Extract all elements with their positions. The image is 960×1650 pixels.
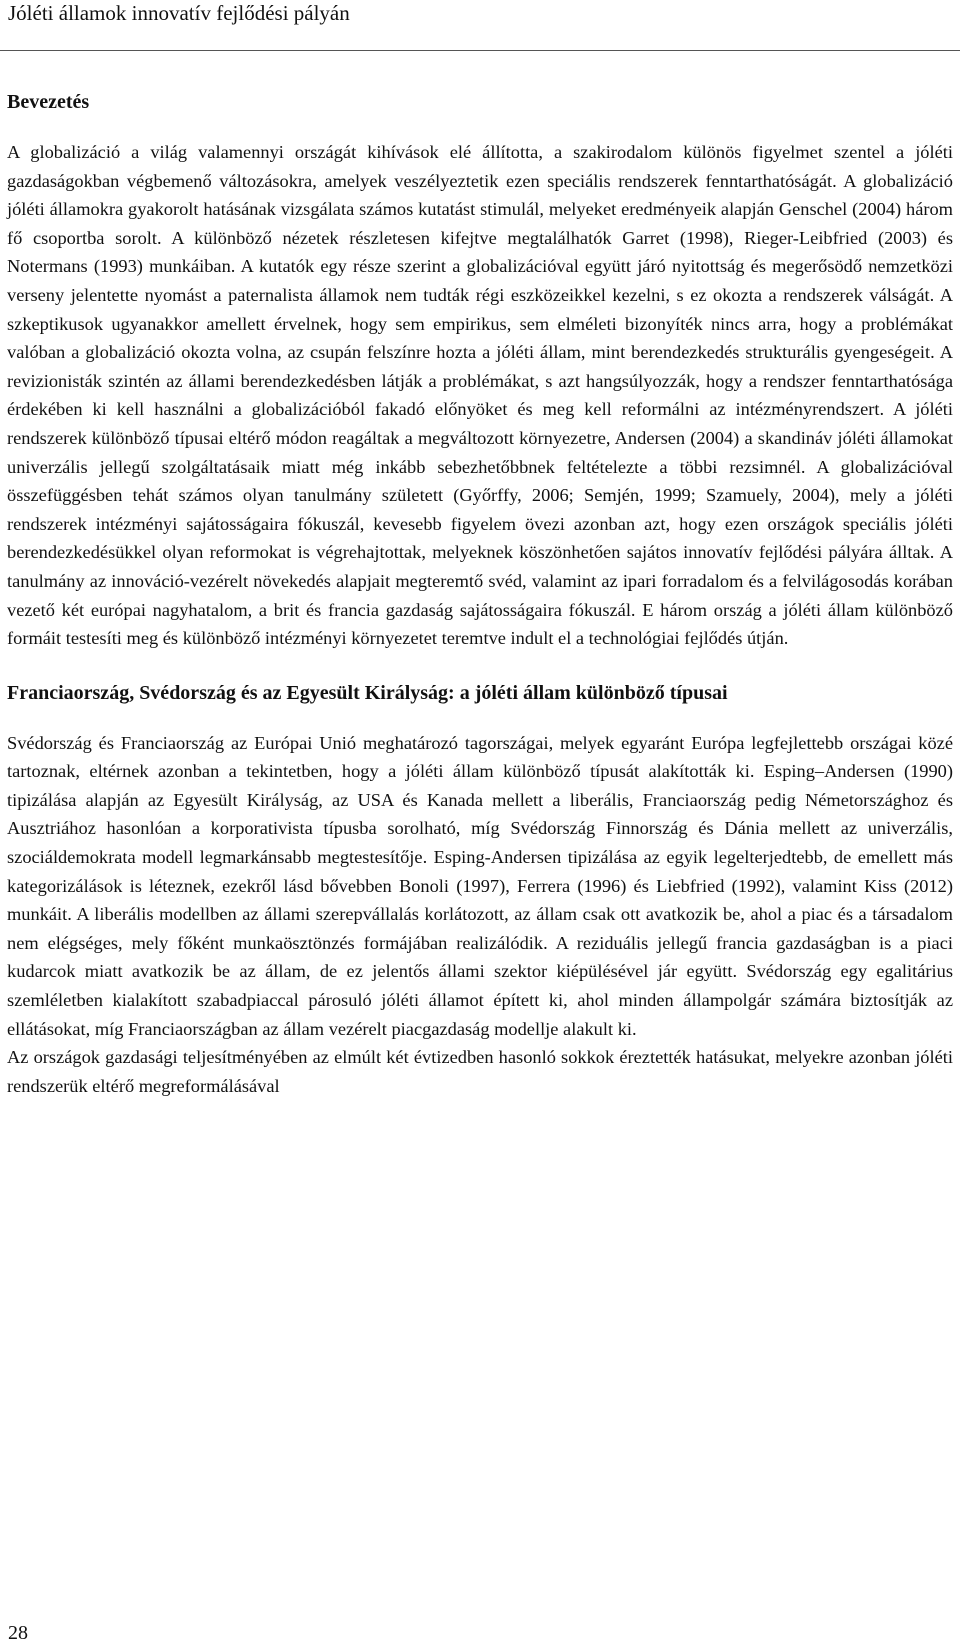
welfare-types-paragraph-1: Svédország és Franciaország az Európai Unió meghatározó tagországai, melyek egyaránt Európa legfejlettebb országai közé tartoznak, eltérnek azonban a tekintetben, hogy a jóléti állam különböző típusát alakították ki. Esping–Andersen (1990) tipizálása alapján az Egyesült Királyság, az USA és Kanada mellett a liberális, Franciaország pedig Németországhoz és Ausztriához hasonlóan a korporativista típusba sorolható, míg Svédország Finnország és Dánia mellett az univerzális, szociáldemokrata modell legmarkánsabb megtestesítője. Esping-Andersen tipizálása az egyik legelterjedtebb, de emellett más kategorizálások is léteznek, ezekről lásd bővebben Bonoli (1997), Ferrera (1996) és Liebfried (1992), valamint Kiss (2012) munkáit. A liberális modellben az állami szerepvállalás korlátozott, az állam csak ott avatkozik be, ahol a piac és a társadalom nem elégséges, mely főként munkaösztönzés formájában realizálódik. A reziduális jellegű francia gazdaságban is a piaci kudarcok miatt avatkozik be az állam, de ez jelentős állami szektor kiépülésével jár együtt. Svédország egy egalitárius szemléletben kialakított szabadpiaccal párosuló jóléti államot épített ki, ahol minden állampolgár számára biztosítják az ellátásokat, míg Franciaországban az állam vezérelt piacgazdaság modellje alakult ki. <box>7 732 953 1039</box>
page-number: 28 <box>8 1622 28 1644</box>
welfare-types-paragraph-2: Az országok gazdasági teljesítményében az elmúlt két évtizedben hasonló sokkok éreztették hatásukat, melyekre azonban jóléti rendszerük eltérő megreformálásával <box>7 1047 953 1096</box>
main-content <box>7 88 953 1100</box>
introduction-paragraph: A globalizáció a világ valamennyi országát kihívások elé állította, a szakirodalom különös figyelmet szentel a jóléti gazdaságokban végbemenő változásokra, amelyek veszélyeztetik ezen speciális rendszerek fenntarthatóságát. A globalizáció jóléti államokra gyakorolt hatásának vizsgálata számos kutatást stimulál, melyeket eredményeik alapján Genschel (2004) három fő csoportba sorolt. A különböző nézetek részletesen kifejtve megtalálhatók Garret (1998), Rieger-Leibfried (2003) és Notermans (1993) munkáiban. A kutatók egy része szerint a globalizációval együtt járó nyitottság és megerősödő nemzetközi verseny jelentette nyomást a paternalista államok nem tudták régi eszközeikkel kezelni, s ez okozta a rendszerek válságát. A szkeptikusok ugyanakkor amellett érvelnek, hogy sem empirikus, sem elméleti bizonyíték nincs arra, hogy a problémákat valóban a globalizáció okozta volna, az csupán felszínre hozta a jóléti állam, mint berendezkedés strukturális gyengeségeit. A revizionisták szintén az állami berendezkedésben látják a problémákat, s azt hangsúlyozzák, hogy a rendszer fenntarthatósága érdekében ki kell használni a globalizációból fakadó előnyöket és meg kell reformálni az intézményrendszert. A jóléti rendszerek különböző típusai eltérő módon reagáltak a megváltozott környezetre, Andersen (2004) a skandináv jóléti államokat univerzális jellegű szolgáltatásaik miatt még inkább sebezhetőbbnek feltételezte a többi rezsimnél. A globalizációval összefüggésben tehát számos olyan tanulmány született (Győrffy, 2006; Semjén, 1999; Szamuely, 2004), mely a jóléti rendszerek intézményi sajátosságaira fókuszál, kevesebb figyelem övezi azonban azt, hogy ezen országok speciális jóléti berendezkedésükkel olyan reformokat is végrehajtottak, melyeknek köszönhetően sajátos innovatív fejlődési pályára álltak. A tanulmány az innováció-vezérelt növekedés alapjait megteremtő svéd, valamint az ipari forradalom és a felvilágosodás korában vezető két európai nagyhatalom, a brit és francia gazdaság sajátosságaira fókuszál. E három ország a jóléti állam különböző formáit testesíti meg és különböző intézményi környezetet teremtve indult el a technológiai fejlődés útján. <box>7 142 953 649</box>
section-heading-introduction: Bevezetés <box>7 91 90 113</box>
section-heading-welfare-types: Franciaország, Svédország és az Egyesült Királyság: a jóléti állam különböző típusai <box>7 681 728 704</box>
running-header: Jóléti államok innovatív fejlődési pályán <box>8 1 350 25</box>
header-divider <box>0 50 960 51</box>
